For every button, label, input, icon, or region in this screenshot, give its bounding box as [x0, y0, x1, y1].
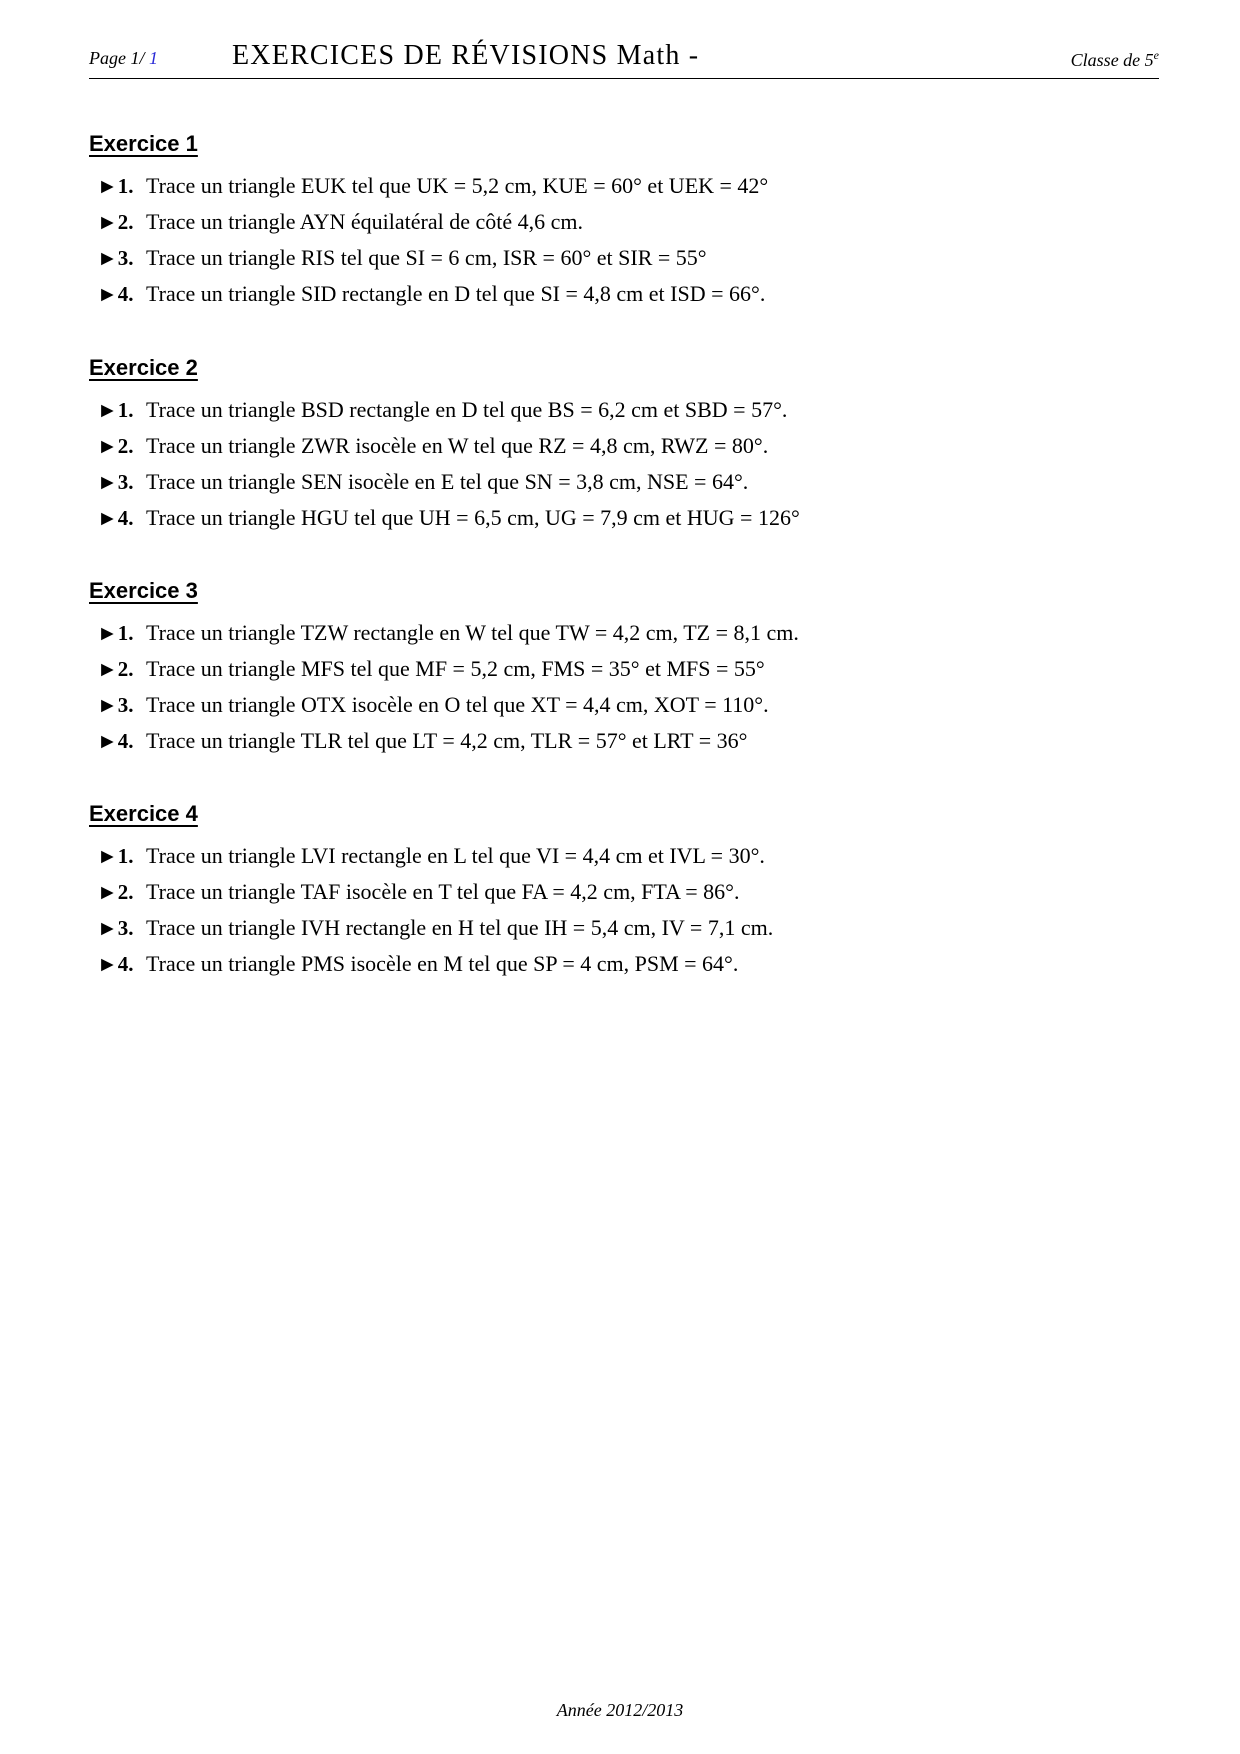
item-text: Trace un triangle BSD rectangle en D tel que BS = 6,2 cm et SBD = 57°.: [146, 397, 788, 422]
item-marker: ►2.: [97, 657, 134, 681]
item-marker: ►1.: [97, 174, 134, 198]
item-marker: ►3.: [97, 916, 134, 940]
item-text: Trace un triangle AYN équilatéral de côté 4,6 cm.: [146, 209, 584, 234]
page-header: [89, 40, 1159, 79]
exercise-item: [89, 615, 799, 651]
item-text: Trace un triangle LVI rectangle en L tel que VI = 4,4 cm et IVL = 30°.: [146, 843, 765, 868]
item-text: Trace un triangle TLR tel que LT = 4,2 cm, TLR = 57° et LRT = 36°: [146, 728, 748, 753]
item-marker: ►1.: [97, 844, 134, 868]
exercise-section-3: [89, 575, 799, 759]
exercise-section-1: [89, 128, 769, 312]
exercise-title: Exercice 3: [89, 578, 198, 603]
page-total-link[interactable]: 1: [149, 48, 158, 68]
exercise-item: [89, 464, 749, 500]
page-footer: Année 2012/2013: [556, 1700, 684, 1720]
exercise-item: [89, 651, 765, 687]
exercise-title: Exercice 1: [89, 131, 198, 156]
item-marker: ►2.: [97, 880, 134, 904]
item-marker: ►2.: [97, 434, 134, 458]
item-text: Trace un triangle EUK tel que UK = 5,2 cm, KUE = 60° et UEK = 42°: [146, 173, 769, 198]
exercise-item: [89, 276, 766, 312]
item-marker: ►3.: [97, 246, 134, 270]
item-marker: ►1.: [97, 398, 134, 422]
item-marker: ►2.: [97, 210, 134, 234]
exercise-item: [89, 168, 769, 204]
exercise-item: [89, 392, 788, 428]
item-marker: ►4.: [97, 952, 134, 976]
item-text: Trace un triangle SEN isocèle en E tel que SN = 3,8 cm, NSE = 64°.: [146, 469, 749, 494]
item-text: Trace un triangle PMS isocèle en M tel que SP = 4 cm, PSM = 64°.: [146, 951, 739, 976]
item-marker: ►1.: [97, 621, 134, 645]
item-text: Trace un triangle TZW rectangle en W tel que TW = 4,2 cm, TZ = 8,1 cm.: [146, 620, 799, 645]
exercise-item: [89, 946, 739, 982]
item-marker: ►4.: [97, 282, 134, 306]
exercise-item: [89, 428, 769, 464]
item-marker: ►4.: [97, 506, 134, 530]
item-marker: ►3.: [97, 470, 134, 494]
exercise-title: Exercice 4: [89, 801, 198, 826]
page-number: Page 1/ 1: [89, 48, 158, 68]
item-text: Trace un triangle TAF isocèle en T tel que FA = 4,2 cm, FTA = 86°.: [146, 879, 740, 904]
exercise-item: [89, 500, 800, 536]
item-text: Trace un triangle IVH rectangle en H tel que IH = 5,4 cm, IV = 7,1 cm.: [146, 915, 774, 940]
item-text: Trace un triangle RIS tel que SI = 6 cm, ISR = 60° et SIR = 55°: [146, 245, 707, 270]
item-text: Trace un triangle MFS tel que MF = 5,2 cm, FMS = 35° et MFS = 55°: [146, 656, 765, 681]
exercise-item: [89, 723, 748, 759]
document-title: EXERCICES DE RÉVISIONS Math -: [232, 40, 700, 71]
exercise-item: [89, 687, 769, 723]
item-text: Trace un triangle HGU tel que UH = 6,5 cm, UG = 7,9 cm et HUG = 126°: [146, 505, 800, 530]
exercise-item: [89, 910, 774, 946]
item-marker: ►4.: [97, 729, 134, 753]
exercise-item: [89, 240, 707, 276]
item-marker: ►3.: [97, 693, 134, 717]
class-label: Classe de 5e: [1070, 48, 1159, 70]
item-text: Trace un triangle ZWR isocèle en W tel que RZ = 4,8 cm, RWZ = 80°.: [146, 433, 769, 458]
exercise-item: [89, 874, 740, 910]
exercise-section-4: [89, 798, 774, 982]
exercise-title: Exercice 2: [89, 355, 198, 380]
exercise-item: [89, 204, 584, 240]
item-text: Trace un triangle SID rectangle en D tel que SI = 4,8 cm et ISD = 66°.: [146, 281, 766, 306]
item-text: Trace un triangle OTX isocèle en O tel que XT = 4,4 cm, XOT = 110°.: [146, 692, 769, 717]
exercise-item: [89, 838, 765, 874]
exercise-section-2: [89, 352, 800, 536]
